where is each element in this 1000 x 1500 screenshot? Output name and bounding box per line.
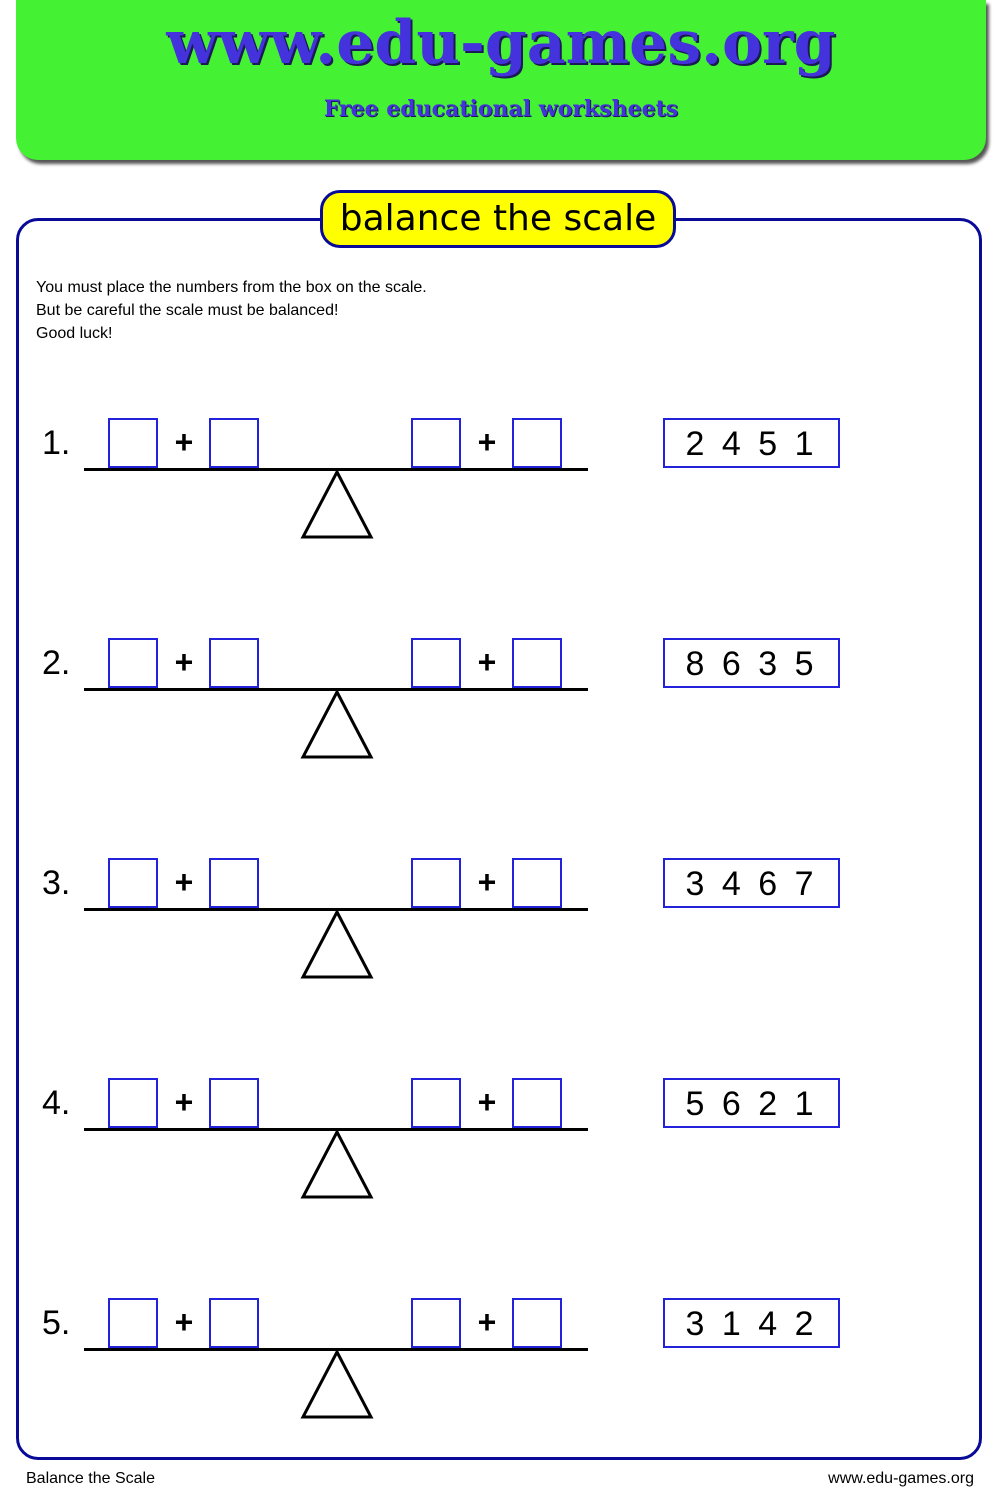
answer-slot[interactable] [512, 1078, 562, 1128]
answer-slot[interactable] [108, 1298, 158, 1348]
footer-url: www.edu-games.org [828, 1470, 974, 1487]
answer-slot[interactable] [512, 1298, 562, 1348]
number-box: 2 4 5 1 [663, 418, 840, 468]
problem-2 [0, 638, 1000, 768]
instructions [36, 276, 427, 345]
problem-number: 3. [42, 864, 71, 902]
site-title: www.edu-games.org [166, 8, 836, 78]
plus-sign: + [477, 1304, 497, 1340]
answer-slot[interactable] [411, 858, 461, 908]
answer-slot[interactable] [411, 1298, 461, 1348]
answer-slot[interactable] [108, 418, 158, 468]
answer-slot[interactable] [209, 638, 259, 688]
fulcrum-triangle-icon [300, 1350, 374, 1420]
footer-title: Balance the Scale [26, 1470, 155, 1487]
answer-slot[interactable] [108, 858, 158, 908]
number-box: 5 6 2 1 [663, 1078, 840, 1128]
answer-slot[interactable] [209, 1078, 259, 1128]
answer-slot[interactable] [209, 858, 259, 908]
problem-number: 4. [42, 1084, 71, 1122]
instruction-line: Good luck! [36, 325, 113, 342]
plus-sign: + [174, 1084, 194, 1120]
header-banner [16, 0, 986, 160]
problem-3 [0, 858, 1000, 988]
plus-sign: + [174, 424, 194, 460]
plus-sign: + [477, 644, 497, 680]
problem-number: 5. [42, 1304, 71, 1342]
fulcrum-triangle-icon [300, 1130, 374, 1200]
plus-sign: + [174, 644, 194, 680]
number-box: 3 1 4 2 [663, 1298, 840, 1348]
plus-sign: + [477, 864, 497, 900]
worksheet-title: balance the scale [320, 190, 676, 248]
problem-1 [0, 418, 1000, 548]
plus-sign: + [477, 1084, 497, 1120]
instruction-line: You must place the numbers from the box on the scale. [36, 279, 427, 296]
plus-sign: + [174, 864, 194, 900]
problem-5 [0, 1298, 1000, 1428]
site-subtitle: Free educational worksheets [323, 96, 679, 122]
answer-slot[interactable] [411, 1078, 461, 1128]
fulcrum-triangle-icon [300, 910, 374, 980]
answer-slot[interactable] [108, 1078, 158, 1128]
plus-sign: + [174, 1304, 194, 1340]
instruction-line: But be careful the scale must be balanced! [36, 302, 339, 319]
answer-slot[interactable] [209, 1298, 259, 1348]
worksheet-panel [16, 218, 982, 1460]
number-box: 3 4 6 7 [663, 858, 840, 908]
answer-slot[interactable] [411, 418, 461, 468]
answer-slot[interactable] [512, 638, 562, 688]
problem-4 [0, 1078, 1000, 1208]
fulcrum-triangle-icon [300, 690, 374, 760]
answer-slot[interactable] [512, 858, 562, 908]
fulcrum-triangle-icon [300, 470, 374, 540]
problem-number: 2. [42, 644, 71, 682]
number-box: 8 6 3 5 [663, 638, 840, 688]
answer-slot[interactable] [411, 638, 461, 688]
plus-sign: + [477, 424, 497, 460]
answer-slot[interactable] [512, 418, 562, 468]
answer-slot[interactable] [209, 418, 259, 468]
problem-number: 1. [42, 424, 71, 462]
answer-slot[interactable] [108, 638, 158, 688]
